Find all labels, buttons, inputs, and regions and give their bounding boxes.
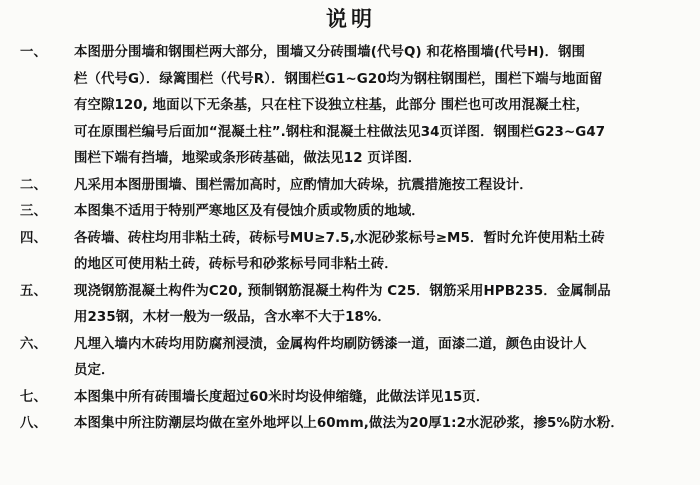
note-line: 本图集中所有砖围墙长度超过60米时均设伸缩缝，此做法详见15页． (74, 389, 490, 405)
note-item-4 (20, 226, 682, 279)
note-number: 二、 (20, 177, 47, 193)
note-number: 四、 (20, 230, 47, 246)
note-number: 一、 (20, 45, 47, 60)
note-body (74, 173, 682, 200)
note-item-1 (20, 40, 682, 173)
note-body (74, 411, 682, 438)
note-line: 本图集不适用于特别严寒地区及有侵蚀介质或物质的地域． (74, 204, 425, 219)
note-body (74, 279, 682, 332)
note-line: 围栏下端有挡墙，地梁或条形砖基础，做法见12 页详图． (74, 151, 422, 166)
note-line: 现浇钢筋混凝土构件为C20, 预制钢筋混凝土构件为 C25．钢筋采用HPB235．金属制品 (74, 283, 611, 299)
note-item-7 (20, 385, 682, 412)
note-line: 的地区可使用粘土砖，砖标号和砂浆标号同非粘土砖． (74, 257, 398, 272)
note-number: 七、 (20, 389, 47, 405)
note-line: 本图集中所注防潮层均做在室外地坪以上60mm,做法为20厚1:2水泥砂浆，掺5%防水粉． (74, 416, 624, 431)
note-body (74, 40, 682, 173)
note-body (74, 385, 682, 412)
note-number: 六、 (20, 336, 47, 352)
note-line: 栏（代号G）．绿篱围栏（代号R）．钢围栏G1~G20均为钢柱钢围栏，围栏下端与地面留 (74, 71, 603, 87)
note-body (74, 226, 682, 279)
note-number: 三、 (20, 204, 47, 219)
note-number: 五、 (20, 283, 47, 299)
note-line: 员定． (74, 363, 115, 378)
note-line: 可在原围栏编号后面加“混凝土柱”.钢柱和混凝土柱做法见34页详图．钢围栏G23~G47 (74, 124, 606, 140)
note-line: 凡埋入墙内木砖均用防腐剂浸渍，金属构件均刷防锈漆一道，面漆二道，颜色由设计人 (74, 336, 587, 352)
note-body (74, 332, 682, 385)
note-item-5 (20, 279, 682, 332)
note-item-8 (20, 411, 682, 438)
note-item-6 (20, 332, 682, 385)
note-line: 本图册分围墙和钢围栏两大部分，围墙又分砖围墙(代号Q) 和花格围墙(代号H)．钢围 (74, 45, 586, 60)
note-line: 各砖墙、砖柱均用非粘土砖，砖标号MU≥7.5,水泥砂浆标号≥M5．暂时允许使用粘土砖 (74, 230, 605, 246)
page-title: 说明 (326, 7, 376, 31)
note-body (74, 199, 682, 226)
note-line: 有空隙120, 地面以下无条基，只在柱下设独立柱基，此部分 围栏也可改用混凝土柱， (74, 98, 590, 113)
note-item-3 (20, 199, 682, 226)
note-item-2 (20, 173, 682, 200)
note-number: 八、 (20, 416, 47, 431)
notes-list (20, 40, 682, 438)
note-line: 用235钢，木材一般为一级品，含水率不大于18%． (74, 310, 391, 325)
note-line: 凡采用本图册围墙、围栏需加高时，应酌情加大砖垛，抗震措施按工程设计． (74, 177, 533, 193)
